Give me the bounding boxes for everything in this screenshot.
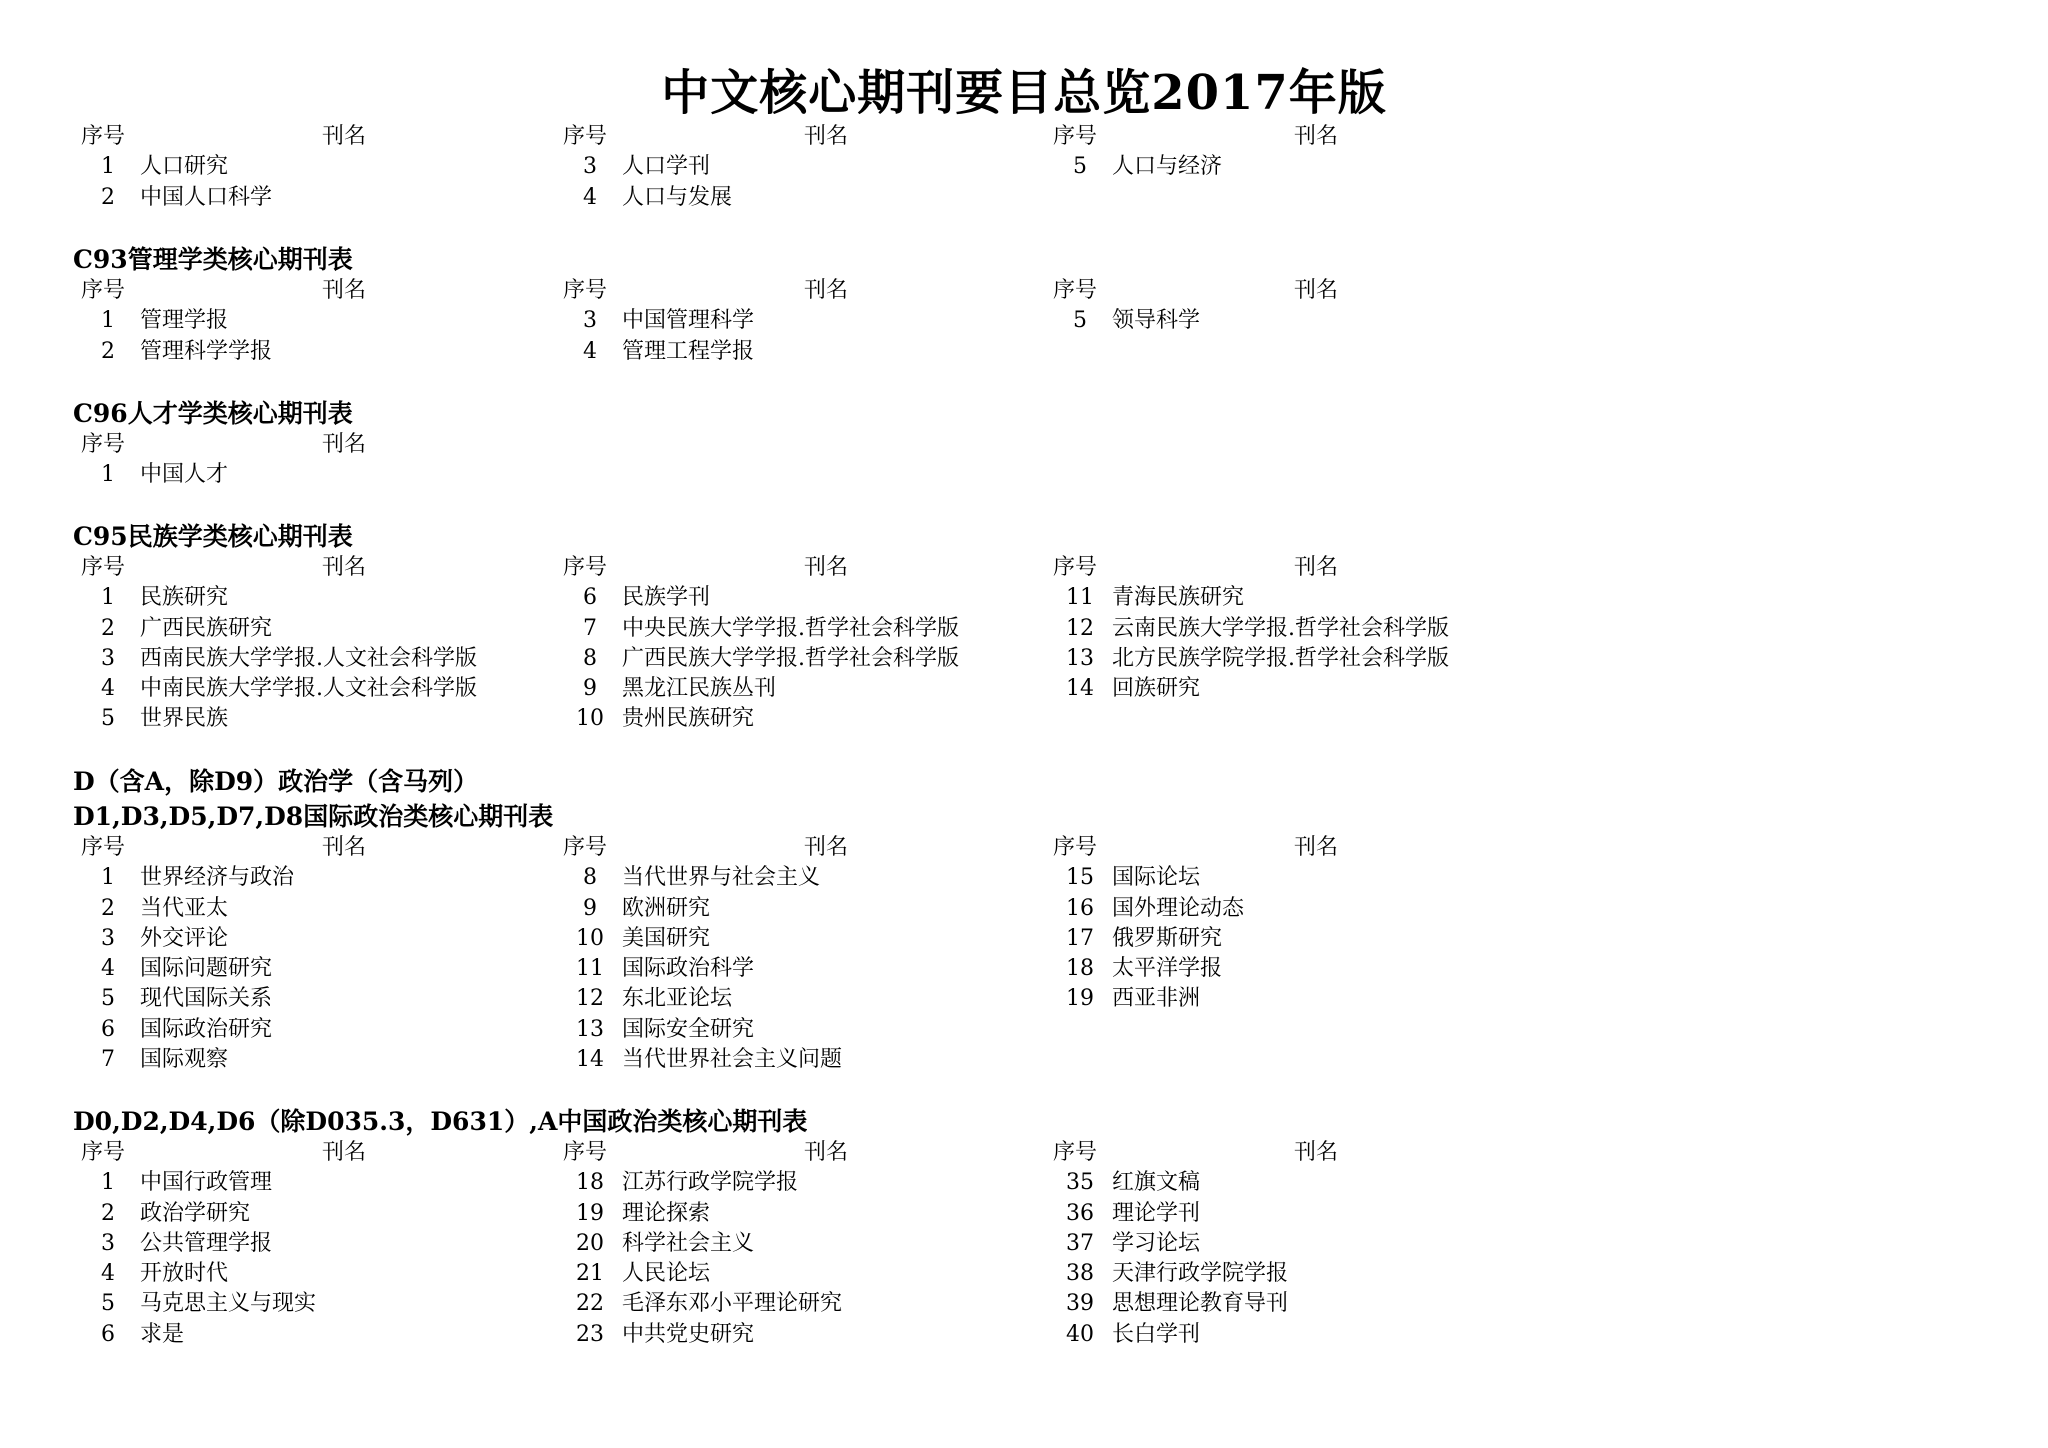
journal-name: 毛泽东邓小平理论研究 — [622, 1291, 843, 1317]
serial-number: 18 — [1066, 956, 1094, 982]
serial-number: 12 — [576, 986, 604, 1012]
journal-name: 广西民族研究 — [140, 615, 273, 641]
serial-number: 23 — [576, 1321, 604, 1347]
serial-number: 1 — [101, 154, 115, 180]
header-serial-label: 序号 — [563, 278, 608, 303]
serial-number: 4 — [101, 1261, 115, 1287]
serial-number: 8 — [583, 865, 597, 891]
journal-name: 国际问题研究 — [140, 956, 273, 982]
journal-name: 西南民族大学学报.人文社会科学版 — [140, 645, 477, 671]
journal-name: 求是 — [140, 1321, 185, 1347]
journal-name: 美国研究 — [622, 925, 711, 951]
journal-name: 中央民族大学学报.哲学社会科学版 — [622, 615, 959, 641]
journal-name: 人口与发展 — [622, 184, 733, 210]
journal-name: 外交评论 — [140, 925, 229, 951]
header-journal-label: 刊名 — [322, 835, 367, 860]
journal-name: 西亚非洲 — [1112, 986, 1201, 1012]
journal-name: 领导科学 — [1112, 308, 1201, 334]
journal-name: 云南民族大学学报.哲学社会科学版 — [1112, 615, 1449, 641]
header-serial-label: 序号 — [81, 835, 126, 860]
header-journal-label: 刊名 — [1294, 835, 1339, 860]
journal-name: 天津行政学院学报 — [1112, 1261, 1289, 1287]
serial-number: 3 — [101, 645, 115, 671]
serial-number: 8 — [583, 645, 597, 671]
journal-name: 世界民族 — [140, 706, 229, 732]
header-journal-label: 刊名 — [322, 432, 367, 457]
journal-name: 人口研究 — [140, 154, 229, 180]
serial-number: 17 — [1066, 925, 1094, 951]
serial-number: 2 — [101, 1200, 115, 1226]
journal-name: 国际政治研究 — [140, 1016, 273, 1042]
serial-number: 21 — [576, 1261, 604, 1287]
serial-number: 5 — [1073, 154, 1087, 180]
header-serial-label: 序号 — [563, 1140, 608, 1165]
serial-number: 4 — [101, 956, 115, 982]
journal-name: 太平洋学报 — [1112, 956, 1223, 982]
journal-name: 理论学刊 — [1112, 1200, 1201, 1226]
serial-number: 19 — [1066, 986, 1094, 1012]
journal-name: 江苏行政学院学报 — [622, 1170, 799, 1196]
serial-number: 13 — [576, 1016, 604, 1042]
journal-name: 欧洲研究 — [622, 895, 711, 921]
serial-number: 1 — [101, 308, 115, 334]
header-serial-label: 序号 — [1053, 278, 1098, 303]
serial-number: 1 — [101, 865, 115, 891]
journal-name: 国际论坛 — [1112, 865, 1201, 891]
header-serial-label: 序号 — [563, 555, 608, 580]
serial-number: 5 — [101, 986, 115, 1012]
header-serial-label: 序号 — [1053, 1140, 1098, 1165]
journal-name: 民族研究 — [140, 585, 229, 611]
header-journal-label: 刊名 — [804, 1140, 849, 1165]
serial-number: 18 — [576, 1170, 604, 1196]
header-journal-label: 刊名 — [804, 835, 849, 860]
journal-name: 思想理论教育导刊 — [1112, 1291, 1289, 1317]
serial-number: 6 — [583, 585, 597, 611]
journal-name: 东北亚论坛 — [622, 986, 733, 1012]
section-heading: D1,D3,D5,D7,D8国际政治类核心期刊表 — [73, 802, 554, 831]
serial-number: 1 — [101, 462, 115, 488]
serial-number: 38 — [1066, 1261, 1094, 1287]
serial-number: 4 — [583, 338, 597, 364]
journal-name: 世界经济与政治 — [140, 865, 295, 891]
journal-name: 红旗文稿 — [1112, 1170, 1201, 1196]
journal-name: 人口学刊 — [622, 154, 711, 180]
serial-number: 13 — [1066, 645, 1094, 671]
serial-number: 6 — [101, 1016, 115, 1042]
header-journal-label: 刊名 — [804, 124, 849, 149]
serial-number: 9 — [583, 676, 597, 702]
section-heading: C95民族学类核心期刊表 — [73, 522, 353, 551]
serial-number: 2 — [101, 184, 115, 210]
header-journal-label: 刊名 — [322, 278, 367, 303]
header-journal-label: 刊名 — [1294, 124, 1339, 149]
journal-name: 北方民族学院学报.哲学社会科学版 — [1112, 645, 1449, 671]
serial-number: 14 — [1066, 676, 1094, 702]
serial-number: 10 — [576, 706, 604, 732]
section-heading: C96人才学类核心期刊表 — [73, 399, 353, 428]
journal-name: 贵州民族研究 — [622, 706, 755, 732]
journal-name: 现代国际关系 — [140, 986, 273, 1012]
serial-number: 5 — [101, 1291, 115, 1317]
journal-name: 中南民族大学学报.人文社会科学版 — [140, 676, 477, 702]
journal-name: 马克思主义与现实 — [140, 1291, 317, 1317]
header-serial-label: 序号 — [1053, 835, 1098, 860]
serial-number: 11 — [576, 956, 604, 982]
header-serial-label: 序号 — [81, 555, 126, 580]
header-journal-label: 刊名 — [322, 124, 367, 149]
header-journal-label: 刊名 — [804, 278, 849, 303]
journal-name: 黑龙江民族丛刊 — [622, 676, 777, 702]
serial-number: 1 — [101, 585, 115, 611]
header-serial-label: 序号 — [563, 124, 608, 149]
header-serial-label: 序号 — [1053, 124, 1098, 149]
serial-number: 3 — [101, 925, 115, 951]
serial-number: 35 — [1066, 1170, 1094, 1196]
journal-name: 国际观察 — [140, 1047, 229, 1073]
serial-number: 2 — [101, 615, 115, 641]
header-journal-label: 刊名 — [1294, 555, 1339, 580]
serial-number: 4 — [583, 184, 597, 210]
journal-name: 当代亚太 — [140, 895, 229, 921]
journal-name: 中共党史研究 — [622, 1321, 755, 1347]
section-heading: C93管理学类核心期刊表 — [73, 245, 353, 274]
header-serial-label: 序号 — [563, 835, 608, 860]
serial-number: 6 — [101, 1321, 115, 1347]
journal-name: 广西民族大学学报.哲学社会科学版 — [622, 645, 959, 671]
serial-number: 3 — [583, 154, 597, 180]
header-serial-label: 序号 — [81, 124, 126, 149]
journal-name: 开放时代 — [140, 1261, 229, 1287]
serial-number: 3 — [101, 1230, 115, 1256]
page-title: 中文核心期刊要目总览2017年版 — [661, 65, 1387, 121]
serial-number: 40 — [1066, 1321, 1094, 1347]
serial-number: 16 — [1066, 895, 1094, 921]
journal-name: 国外理论动态 — [1112, 895, 1245, 921]
journal-name: 中国人口科学 — [140, 184, 273, 210]
journal-name: 政治学研究 — [140, 1200, 251, 1226]
serial-number: 2 — [101, 338, 115, 364]
header-serial-label: 序号 — [1053, 555, 1098, 580]
section-heading: D0,D2,D4,D6（除D035.3，D631）,A中国政治类核心期刊表 — [73, 1107, 808, 1136]
header-journal-label: 刊名 — [804, 555, 849, 580]
journal-name: 中国行政管理 — [140, 1170, 273, 1196]
serial-number: 15 — [1066, 865, 1094, 891]
serial-number: 1 — [101, 1170, 115, 1196]
journal-name: 管理学报 — [140, 308, 229, 334]
journal-name: 人口与经济 — [1112, 154, 1223, 180]
journal-name: 俄罗斯研究 — [1112, 925, 1223, 951]
journal-name: 国际政治科学 — [622, 956, 755, 982]
serial-number: 5 — [101, 706, 115, 732]
header-serial-label: 序号 — [81, 278, 126, 303]
journal-name: 公共管理学报 — [140, 1230, 273, 1256]
header-journal-label: 刊名 — [322, 555, 367, 580]
group-heading: D（含A，除D9）政治学（含马列） — [73, 767, 479, 796]
serial-number: 36 — [1066, 1200, 1094, 1226]
journal-name: 青海民族研究 — [1112, 585, 1245, 611]
serial-number: 10 — [576, 925, 604, 951]
journal-name: 回族研究 — [1112, 676, 1201, 702]
journal-name: 国际安全研究 — [622, 1016, 755, 1042]
serial-number: 19 — [576, 1200, 604, 1226]
serial-number: 20 — [576, 1230, 604, 1256]
header-journal-label: 刊名 — [322, 1140, 367, 1165]
serial-number: 9 — [583, 895, 597, 921]
journal-name: 科学社会主义 — [622, 1230, 755, 1256]
serial-number: 22 — [576, 1291, 604, 1317]
serial-number: 14 — [576, 1047, 604, 1073]
serial-number: 39 — [1066, 1291, 1094, 1317]
header-serial-label: 序号 — [81, 432, 126, 457]
serial-number: 3 — [583, 308, 597, 334]
serial-number: 11 — [1066, 585, 1094, 611]
serial-number: 7 — [583, 615, 597, 641]
journal-name: 当代世界与社会主义 — [622, 865, 821, 891]
header-journal-label: 刊名 — [1294, 278, 1339, 303]
serial-number: 12 — [1066, 615, 1094, 641]
journal-name: 中国人才 — [140, 462, 229, 488]
journal-name: 长白学刊 — [1112, 1321, 1201, 1347]
serial-number: 7 — [101, 1047, 115, 1073]
journal-name: 理论探索 — [622, 1200, 711, 1226]
journal-name: 当代世界社会主义问题 — [622, 1047, 843, 1073]
serial-number: 4 — [101, 676, 115, 702]
journal-name: 学习论坛 — [1112, 1230, 1201, 1256]
journal-name: 中国管理科学 — [622, 308, 755, 334]
serial-number: 5 — [1073, 308, 1087, 334]
journal-name: 民族学刊 — [622, 585, 711, 611]
header-serial-label: 序号 — [81, 1140, 126, 1165]
header-journal-label: 刊名 — [1294, 1140, 1339, 1165]
journal-name: 管理工程学报 — [622, 338, 755, 364]
serial-number: 37 — [1066, 1230, 1094, 1256]
serial-number: 2 — [101, 895, 115, 921]
journal-name: 管理科学学报 — [140, 338, 273, 364]
journal-name: 人民论坛 — [622, 1261, 711, 1287]
